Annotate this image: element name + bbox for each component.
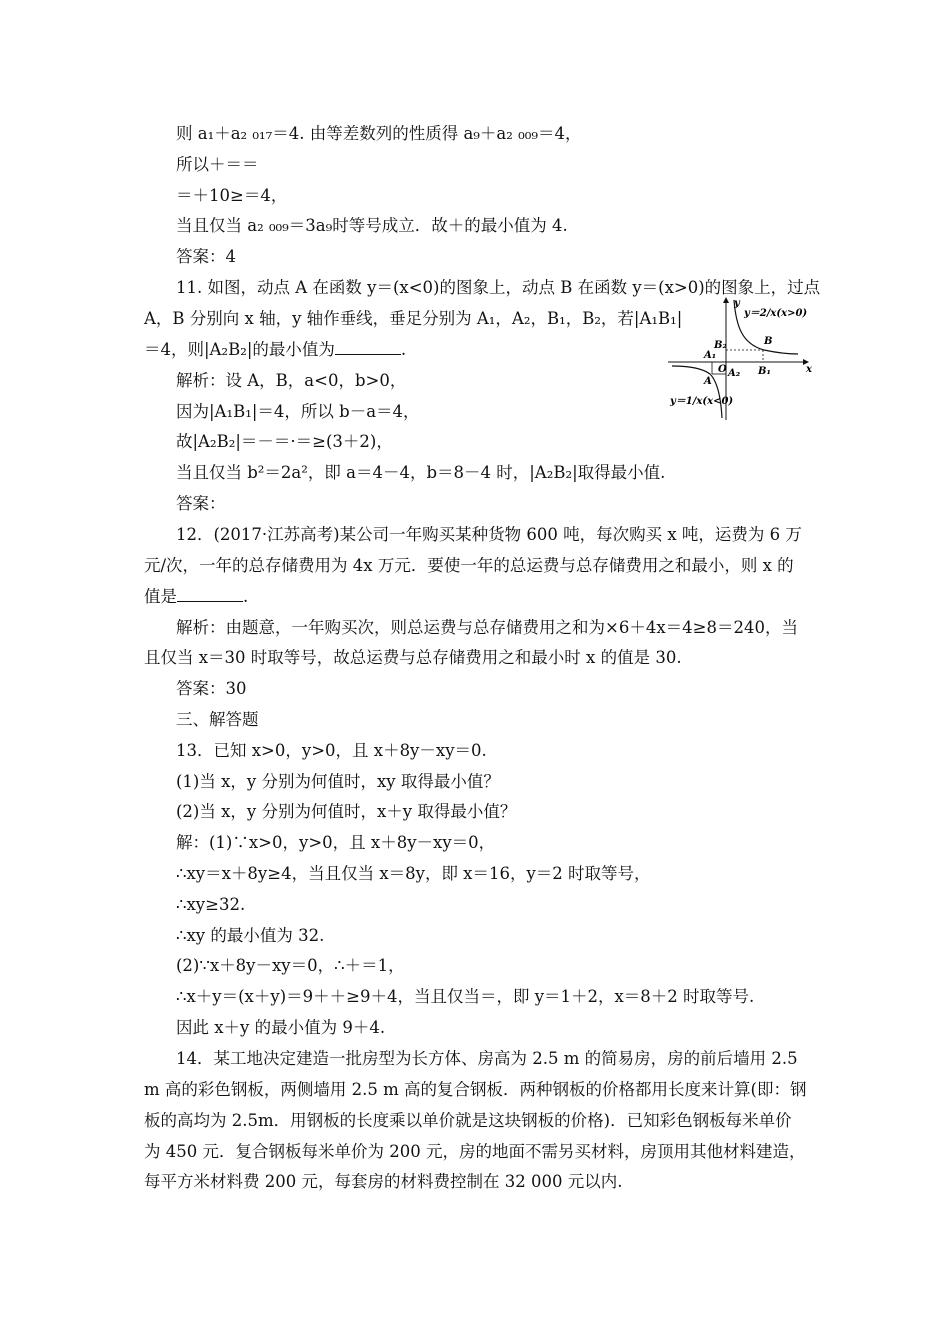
answer-line: 答案：30 xyxy=(176,679,247,698)
text-line: ∴x＋y＝(x＋y)＝9＋＋≥9＋4，当且仅当＝，即 y＝1＋2，x＝8＋2 时取等号. xyxy=(176,987,755,1006)
text-line: ＝＋10≥＝4， xyxy=(176,186,288,205)
text-line: 且仅当 x＝30 时取等号，故总运费与总存储费用之和最小时 x 的值是 30. xyxy=(144,648,682,667)
text-line: ∴xy＝x＋8y≥4，当且仅当 x＝8y，即 x＝16，y＝2 时取等号， xyxy=(176,864,651,883)
text-line: A，B 分别向 x 轴，y 轴作垂线，垂足分别为 A₁，A₂，B₁，B₂，若|A₁B₁| xyxy=(144,309,683,328)
text-line: ∴xy≥32. xyxy=(176,895,246,914)
curve-pos-label: y＝2/x(x>0) xyxy=(744,308,808,319)
text-line: (2)∵x＋8y－xy＝0，∴＋＝1， xyxy=(176,956,405,975)
point-a-label: A xyxy=(704,376,712,387)
text-line: 当且仅当 b²＝2a²，即 a＝4－4，b＝8－4 时，|A₂B₂|取得最小值. xyxy=(176,463,666,482)
text-line: (1)当 x，y 分别为何值时，xy 取得最小值？ xyxy=(176,772,500,791)
text-line: 为 450 元．复合钢板每米单价为 200 元，房的地面不需另买材料，房顶用其他材料建造， xyxy=(144,1142,806,1161)
text-line: 当且仅当 a₂ ₀₀₉＝3a₉时等号成立．故＋的最小值为 4. xyxy=(176,216,568,235)
text-span: ＝4，则|A₂B₂|的最小值为 xyxy=(144,340,335,359)
text-line: 解析：设 A，B，a<0，b>0， xyxy=(176,371,407,390)
text-line: 则 a₁＋a₂ ₀₁₇＝4. 由等差数列的性质得 a₉＋a₂ ₀₀₉＝4， xyxy=(176,124,582,143)
text-span: 值是 xyxy=(144,587,177,606)
point-a2-label: A₂ xyxy=(728,368,741,379)
y-axis-label: y xyxy=(734,298,740,309)
text-line: 板的高均为 2.5m．用钢板的长度乘以单价就是这块钢板的价格)．已知彩色钢板每米单价 xyxy=(144,1111,792,1130)
text-line: (2)当 x，y 分别为何值时，x＋y 取得最小值？ xyxy=(176,802,517,821)
text-line: 因此 x＋y 的最小值为 9＋4. xyxy=(176,1018,386,1037)
text-span: . xyxy=(243,587,249,606)
question-14: 14．某工地决定建造一批房型为长方体、房高为 2.5 m 的简易房，房的前后墙用 2.5 xyxy=(176,1049,798,1068)
text-line: 解析：由题意，一年购买次，则总运费与总存储费用之和为×6＋4x＝4≥8＝240，当 xyxy=(176,618,798,637)
section-heading: 三、解答题 xyxy=(176,710,259,729)
answer-line: 答案： xyxy=(176,494,226,513)
answer-blank xyxy=(335,340,401,355)
question-13: 13．已知 x>0，y>0，且 x＋8y－xy＝0. xyxy=(176,741,487,760)
point-b1-label: B₁ xyxy=(758,366,771,377)
x-axis-label: x xyxy=(806,364,812,375)
text-line: 每平方米材料费 200 元，每套房的材料费控制在 32 000 元以内. xyxy=(144,1172,623,1191)
point-b-label: B xyxy=(764,336,773,347)
answer-blank xyxy=(177,587,243,602)
question-12: 12．(2017·江苏高考)某公司一年购买某种货物 600 吨，每次购买 x 吨，运费为 6 万 xyxy=(176,525,802,544)
text-line: 元/次，一年的总存储费用为 4x 万元．要使一年的总运费与总存储费用之和最小，则 x 的 xyxy=(144,556,794,575)
text-span: . xyxy=(400,340,407,359)
text-line: 解：(1)∵x>0，y>0，且 x＋8y－xy＝0， xyxy=(176,833,496,852)
text-line: 故|A₂B₂|＝－＝·＝≥(3＋2)， xyxy=(176,432,393,451)
hyperbola-figure xyxy=(668,296,814,420)
question-11: 11. 如图，动点 A 在函数 y＝(x<0)的图象上，动点 B 在函数 y＝(x>0)的图象上，过点 xyxy=(176,278,821,297)
text-line: 所以＋＝＝ xyxy=(176,155,259,174)
origin-label: O xyxy=(718,364,727,375)
point-a1-label: A₁ xyxy=(704,350,717,361)
text-line xyxy=(144,339,406,361)
answer-line: 答案：4 xyxy=(176,247,236,266)
text-line: ∴xy 的最小值为 32. xyxy=(176,926,325,945)
text-line xyxy=(144,586,248,608)
curve-neg-label: y＝1/x(x<0) xyxy=(670,396,734,407)
text-line: m 高的彩色钢板，两侧墙用 2.5 m 高的复合钢板．两种钢板的价格都用长度来计算(即：钢 xyxy=(144,1080,807,1099)
text-line: 因为|A₁B₁|＝4，所以 b－a＝4， xyxy=(176,402,420,421)
point-b2-label: B₂ xyxy=(714,340,727,351)
